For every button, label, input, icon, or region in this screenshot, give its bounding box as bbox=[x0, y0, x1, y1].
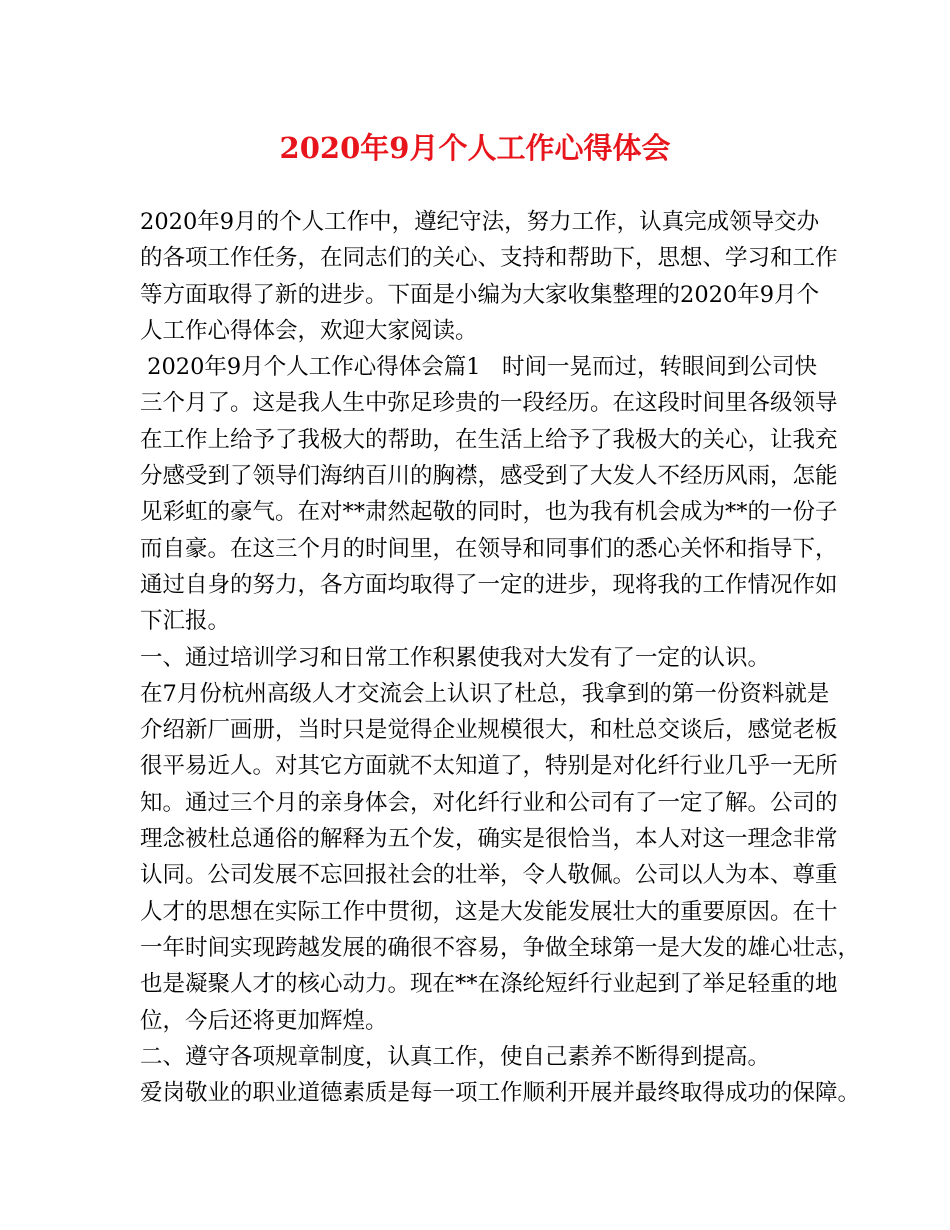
text-line: 爱岗敬业的职业道德素质是每一项工作顺利开展并最终取得成功的保障。 bbox=[140, 1080, 861, 1107]
text-line: 介绍新厂画册，当时只是觉得企业规模很大，和杜总交谈后，感觉老板 bbox=[140, 717, 838, 744]
text-line: 也是凝聚人才的核心动力。现在**在涤纶短纤行业起到了举足轻重的地 bbox=[140, 971, 838, 998]
section-heading: 一、通过培训学习和日常工作积累使我对大发有了一定的认识。 bbox=[140, 644, 771, 671]
text-line: 人工作心得体会，欢迎大家阅读。 bbox=[140, 317, 478, 344]
text-line: 位，今后还将更加辉煌。 bbox=[140, 1007, 388, 1034]
text-line: 理念被杜总通俗的解释为五个发，确实是很恰当，本人对这一理念非常 bbox=[140, 826, 838, 853]
text-line: 一年时间实现跨越发展的确很不容易，争做全球第一是大发的雄心壮志， bbox=[140, 934, 861, 961]
text-line: 在7月份杭州高级人才交流会上认识了杜总，我拿到的第一份资料就是 bbox=[140, 680, 830, 707]
text-line: 而自豪。在这三个月的时间里，在领导和同事们的悉心关怀和指导下， bbox=[140, 535, 838, 562]
document-title: 2020年9月个人工作心得体会 bbox=[279, 131, 671, 165]
text-line: 见彩虹的豪气。在对**肃然起敬的同时，也为我有机会成为**的一份子 bbox=[140, 499, 838, 526]
document-body bbox=[140, 204, 861, 1111]
text-line: 分感受到了领导们海纳百川的胸襟，感受到了大发人不经历风雨，怎能 bbox=[140, 463, 838, 490]
text-line: 下汇报。 bbox=[140, 608, 231, 635]
text-line: 很平易近人。对其它方面就不太知道了，特别是对化纤行业几乎一无所 bbox=[140, 753, 838, 780]
text-line: 知。通过三个月的亲身体会，对化纤行业和公司有了一定了解。公司的 bbox=[140, 789, 838, 816]
text-line: 在工作上给予了我极大的帮助，在生活上给予了我极大的关心，让我充 bbox=[140, 426, 838, 453]
text-line: 等方面取得了新的进步。下面是小编为大家收集整理的2020年9月个 bbox=[140, 281, 820, 308]
text-line: 的各项工作任务，在同志们的关心、支持和帮助下，思想、学习和工作 bbox=[140, 245, 838, 272]
text-line: 人才的思想在实际工作中贯彻，这是大发能发展壮大的重要原因。在十 bbox=[140, 898, 838, 925]
text-line: 认同。公司发展不忘回报社会的壮举，令人敬佩。公司以人为本、尊重 bbox=[140, 862, 838, 889]
text-line: 通过自身的努力，各方面均取得了一定的进步，现将我的工作情况作如 bbox=[140, 571, 838, 598]
text-line: 2020年9月的个人工作中，遵纪守法，努力工作，认真完成领导交办 bbox=[140, 209, 820, 235]
section-heading: 二、遵守各项规章制度，认真工作，使自己素养不断得到提高。 bbox=[140, 1043, 771, 1070]
text-line: 三个月了。这是我人生中弥足珍贵的一段经历。在这段时间里各级领导 bbox=[140, 390, 838, 417]
text-line: 2020年9月个人工作心得体会篇1 时间一晃而过，转眼间到公司快 bbox=[140, 354, 818, 381]
